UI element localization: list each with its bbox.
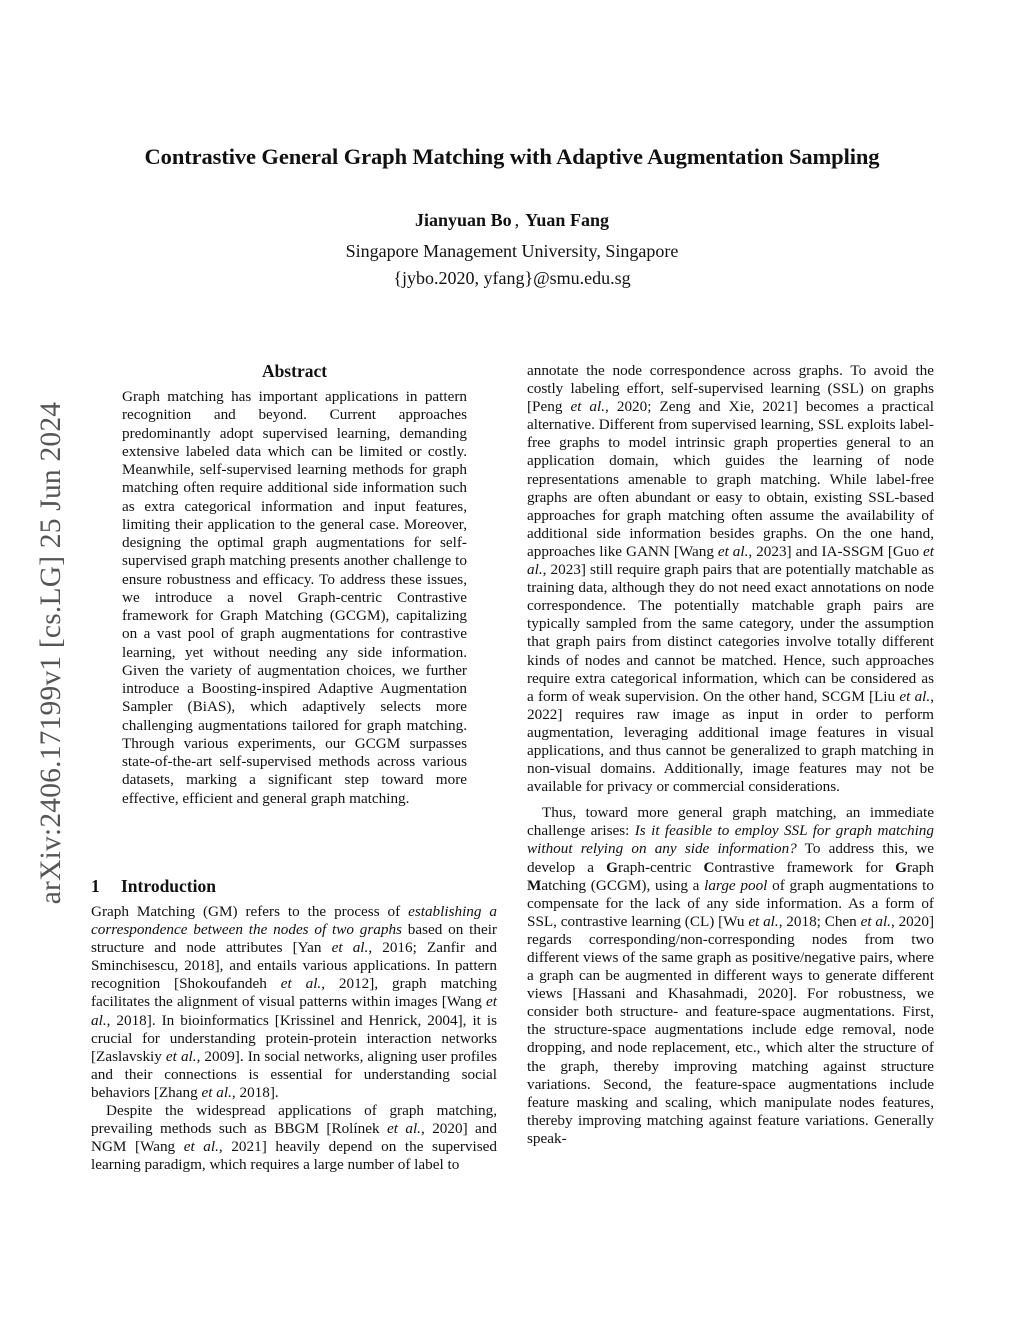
- text-run: annotate the node correspondence across graphs. To avoid the costly labeling effort, self-supervised learning (SSL) on graphs [Peng: [527, 362, 934, 416]
- emphasis: large pool: [704, 876, 768, 894]
- text-run: , 2021] heavily depend on the supervised learning paradigm, which requires a large number of label to: [91, 1138, 497, 1174]
- acronym-letter: G: [895, 858, 907, 876]
- author-name: Jianyuan Bo: [415, 210, 512, 230]
- text-run: , 2016; Zanfir and Sminchisescu, 2018], and entails various applications. In pattern recognition [Shokoufandeh: [91, 939, 497, 993]
- citation-etal: et al.: [860, 912, 891, 930]
- text-run: , 2018; Chen: [778, 912, 861, 930]
- citation-etal: et al.: [717, 542, 749, 560]
- author-email: {jybo.2020, yfang}@smu.edu.sg: [393, 268, 631, 288]
- text-run: atching (GCGM), using a: [541, 876, 705, 894]
- text-run: based on their structure and node attributes [Yan: [91, 921, 497, 957]
- text-run: , 2018].: [231, 1083, 279, 1101]
- text-run: of graph augmentations to compensate for the lack of any side information. As a form of SSL, contrastive learning (CL) [Wu: [527, 876, 934, 930]
- citation-etal: et al.: [570, 398, 606, 416]
- right-column: [527, 362, 934, 1148]
- research-question: Is it feasible to employ SSL for graph matching without relying on any side information?: [527, 822, 934, 858]
- citation-etal: et al.: [331, 939, 369, 957]
- author-name: Yuan Fang: [525, 210, 609, 230]
- text-run: raph: [907, 858, 934, 876]
- citation-etal: et al.: [748, 912, 779, 930]
- text-run: Graph Matching (GM) refers to the process of: [91, 903, 409, 920]
- text-run: , 2012], graph matching facilitates the alignment of visual patterns within images [Wang: [91, 975, 498, 1011]
- acronym-letter: M: [527, 876, 542, 894]
- section-number: 1: [91, 876, 100, 896]
- paragraph: [527, 804, 934, 1148]
- text-run: Thus, toward more general graph matching, an immediate challenge arises:: [527, 804, 934, 840]
- citation-etal: et al.: [527, 542, 934, 579]
- citation-etal: et al.: [91, 993, 497, 1029]
- citation-etal: et al.: [183, 1138, 219, 1156]
- emphasis: establishing a correspondence between the nodes of two graphs: [91, 903, 497, 939]
- text-run: , 2009]. In social networks, aligning user profiles and their connections is essential for understanding social behaviors [Zhang: [91, 1047, 497, 1101]
- acronym-letter: C: [703, 858, 715, 876]
- arxiv-sidebar: [26, 363, 76, 943]
- citation-etal: et al.: [386, 1120, 421, 1138]
- paragraph: [527, 362, 934, 796]
- section-heading: [91, 876, 491, 897]
- text-run: , 2020] and NGM [Wang: [91, 1120, 497, 1156]
- text-run: , 2023] and IA-SSGM [Guo: [748, 542, 924, 560]
- acronym-letter: G: [606, 858, 618, 876]
- paragraph: [91, 1102, 497, 1174]
- citation-etal: et al.: [165, 1047, 197, 1065]
- section-title: Introduction: [121, 876, 216, 896]
- citation-etal: et al.: [899, 687, 931, 705]
- text-run: raph-centric: [617, 858, 704, 876]
- text-run: , 2023] still require graph pairs that are potentially matchable as training data, although they do not need exact annotations on node correspondence. The potentially matchable graph pairs are typically sampled from the same category, under the assumption that graph pairs from distinct categories involve totally different kinds of nodes and cannot be matched. Hence, such approaches require extra categorical information, which can be considered as a form of weak supervision. On the other hand, SCGM [Liu: [527, 561, 934, 705]
- text-run: , 2020] regards corresponding/non-corresponding nodes from two different views of the same graph as positive/negative pairs, where a graph can be augmented in different ways to generate different views [Hassani and Khasahmadi, 2020]. For robustness, we consider both structure- and feature-space augmentations. First, the structure-space augmentations include edge removal, node dropping, and node replacement, etc., which alter the structure of the graph, thereby improving matching against structure variations. Second, the feature-space augmentations include feature masking and scaling, which manipulate nodes features, thereby improving matching against feature variations. Generally speak-: [527, 912, 935, 1147]
- paper-title: Contrastive General Graph Matching with Adaptive Augmentation Sampling: [144, 144, 880, 169]
- text-run: Despite the widespread applications of graph matching, prevailing methods such as BBGM [Rolínek: [91, 1102, 497, 1138]
- arxiv-identifier: arXiv:2406.17199v1 [cs.LG] 25 Jun 2024: [35, 401, 67, 905]
- text-run: , 2022] requires raw image as input in order to perform augmentation, leveraging additional image features in visual applications, and thus cannot be generalized to graph matching in non-visual domains. Additionally, image features may not be available for privacy or commercial considerations.: [527, 687, 934, 796]
- text-run: , 2020; Zeng and Xie, 2021] becomes a practical alternative. Different from supervised learning, SSL exploits label-free graphs to model intrinsic graph properties general to an application domain, which guides the learning of node representations amenable to graph matching. While label-free graphs are often abundant or easy to obtain, existing SSL-based approaches for graph matching often assume the availability of additional side information besides graphs. On the one hand, approaches like GANN [Wang: [527, 398, 934, 560]
- citation-etal: et al.: [280, 975, 322, 993]
- left-column: [91, 903, 497, 1174]
- affiliation: Singapore Management University, Singapore: [345, 241, 679, 261]
- text-run: To address this, we develop a: [527, 840, 934, 876]
- paragraph: [91, 903, 497, 1102]
- author-separator: ,: [514, 210, 520, 230]
- abstract-heading: Abstract: [261, 361, 328, 381]
- text-run: ontrastive framework for: [714, 858, 896, 876]
- abstract-text: Graph matching has important applications in pattern recognition and beyond. Current approaches predominantly adopt supervised learning, demanding extensive labeled data which can be limited or costly. Meanwhile, self-supervised learning methods for graph matching often require additional side information such as extra categorical information and input features, limiting their application to the general case. Moreover, designing the optimal graph augmentations for self-supervised graph matching presents another challenge to ensure robustness and efficacy. To address these issues, we introduce a novel Graph-centric Contrastive framework for Graph Matching (GCGM), capitalizing on a vast pool of graph augmentations for contrastive learning, yet without needing any side information. Given the variety of augmentation choices, we further introduce a Boosting-inspired Adaptive Augmentation Sampler (BiAS), which adaptively selects more challenging augmentations tailored for graph matching. Through various experiments, our GCGM surpasses state-of-the-art self-supervised methods across various datasets, marking a significant step toward more effective, efficient and general graph matching.: [122, 388, 467, 807]
- text-run: , 2018]. In bioinformatics [Krissinel and Henrick, 2004], it is crucial for understanding protein-protein interaction networks [Zaslavskiy: [91, 1011, 497, 1065]
- author-line: [0, 210, 1024, 231]
- citation-etal: et al.: [201, 1083, 232, 1101]
